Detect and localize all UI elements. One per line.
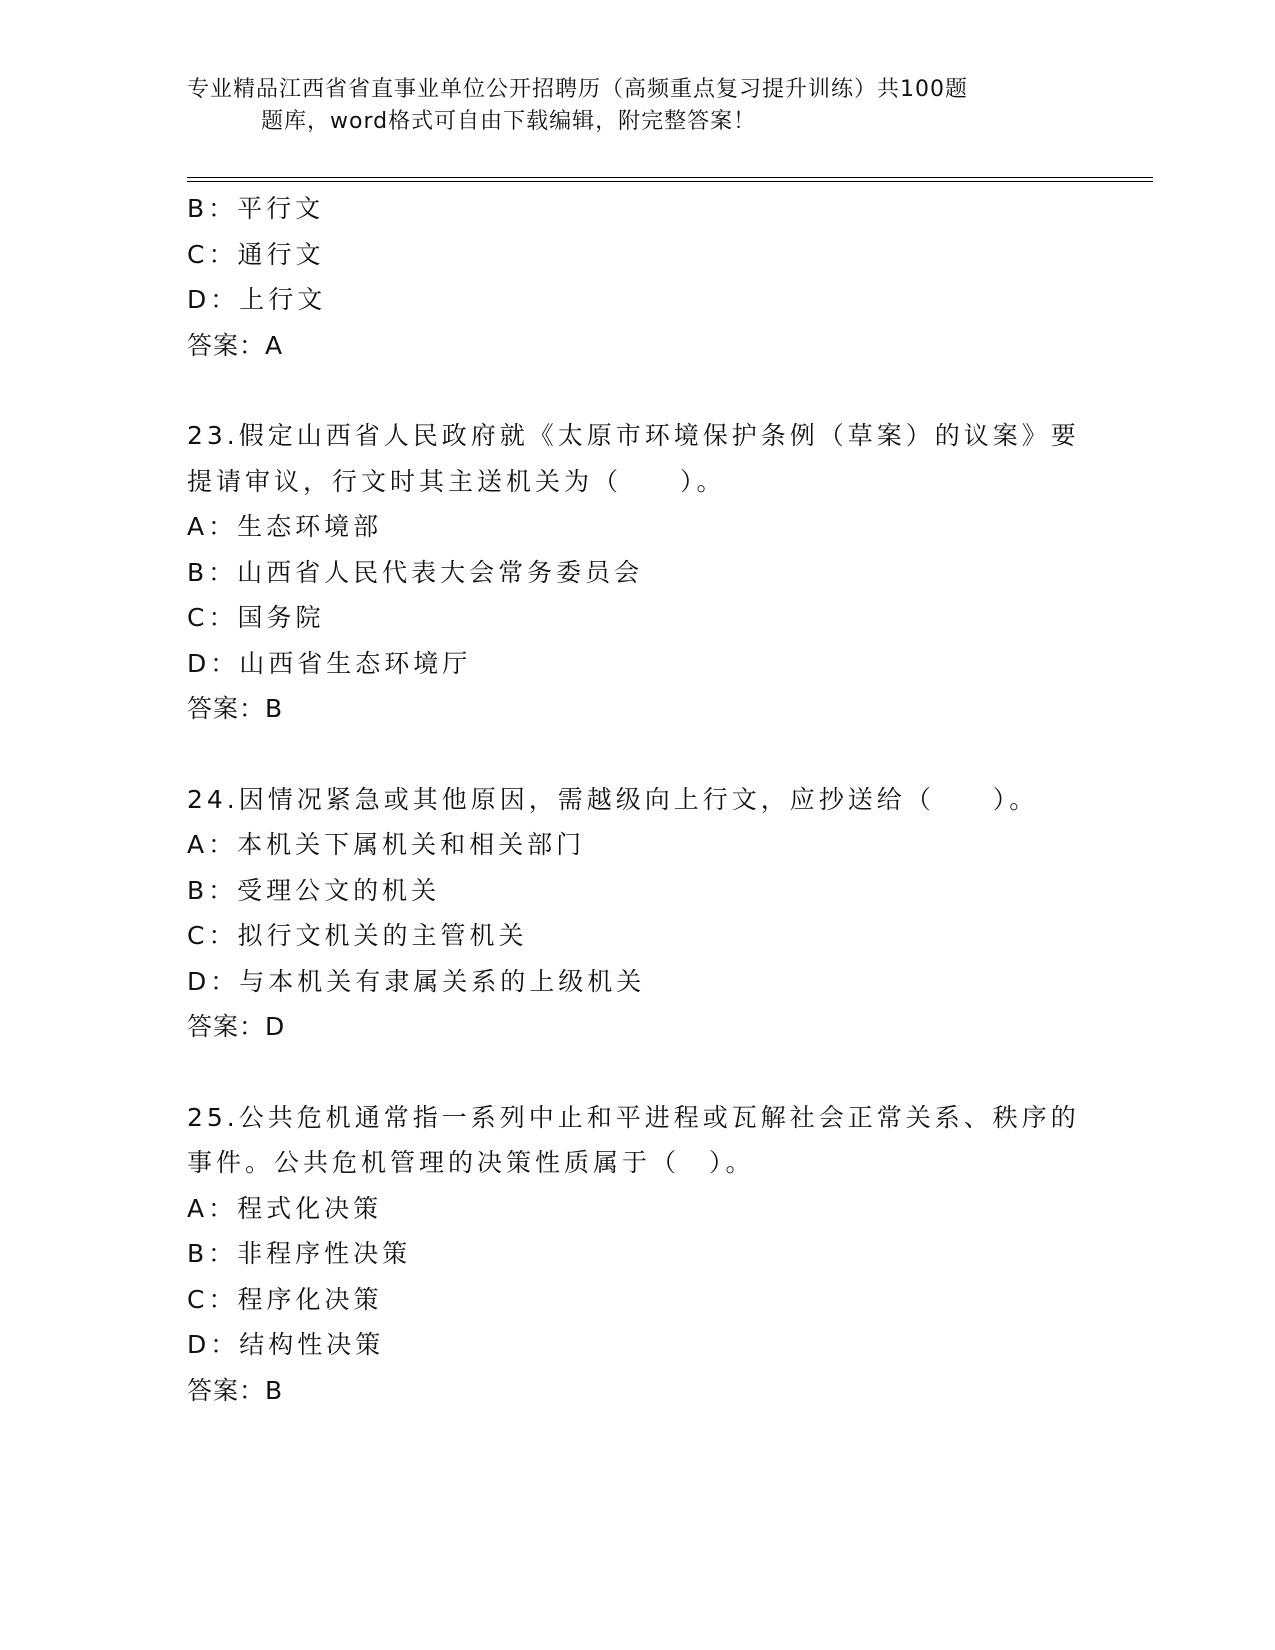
header-rule-top — [187, 177, 1153, 178]
question-stem-line-1: 23.假定山西省人民政府就《太原市环境保护条例（草案）的议案》要 — [187, 421, 1080, 450]
option-b: B：非程序性决策 — [187, 1239, 412, 1268]
option-d: D：结构性决策 — [187, 1330, 385, 1359]
option-c: C：程序化决策 — [187, 1284, 383, 1314]
answer-line: 答案：D — [187, 1012, 286, 1041]
question-22-continuation — [187, 186, 1087, 368]
header-rule-bottom — [187, 181, 1153, 182]
question-stem-line-1: 25.公共危机通常指一系列中止和平进程或瓦解社会正常关系、秩序的 — [187, 1102, 1080, 1132]
option-d: D：上行文 — [187, 285, 327, 314]
question-stem-line-2: 提请审议，行文时其主送机关为（ ）。 — [187, 466, 726, 496]
question-24 — [187, 777, 1087, 1050]
option-d: D：山西省生态环境厅 — [187, 648, 472, 678]
answer-line: 答案：B — [187, 694, 284, 723]
document-header — [187, 74, 1047, 138]
option-b: B：平行文 — [187, 194, 325, 223]
option-a: A：本机关下属机关和相关部门 — [187, 830, 586, 859]
option-b: B：受理公文的机关 — [187, 875, 441, 905]
option-c: C：拟行文机关的主管机关 — [187, 921, 528, 950]
question-25 — [187, 1095, 1087, 1414]
option-a: A：生态环境部 — [187, 512, 383, 541]
question-23 — [187, 413, 1087, 732]
option-c: C：通行文 — [187, 239, 325, 269]
question-stem-line-2: 事件。公共危机管理的决策性质属于（ ）。 — [187, 1148, 755, 1177]
question-list — [187, 186, 1087, 1413]
answer-line: 答案：B — [187, 1375, 284, 1405]
option-b: B：山西省人民代表大会常务委员会 — [187, 557, 644, 587]
option-a: A：程式化决策 — [187, 1193, 383, 1223]
question-stem-line-1: 24.因情况紧急或其他原因，需越级向上行文，应抄送给（ ）。 — [187, 784, 1039, 814]
header-title-line-2: 题库，word格式可自由下载编辑，附完整答案！ — [261, 109, 757, 134]
option-c: C：国务院 — [187, 603, 325, 632]
option-d: D：与本机关有隶属关系的上级机关 — [187, 966, 646, 996]
answer-line: 答案：A — [187, 330, 284, 360]
header-title-line-1: 专业精品江西省省直事业单位公开招聘历（高频重点复习提升训练）共100题 — [187, 77, 968, 102]
